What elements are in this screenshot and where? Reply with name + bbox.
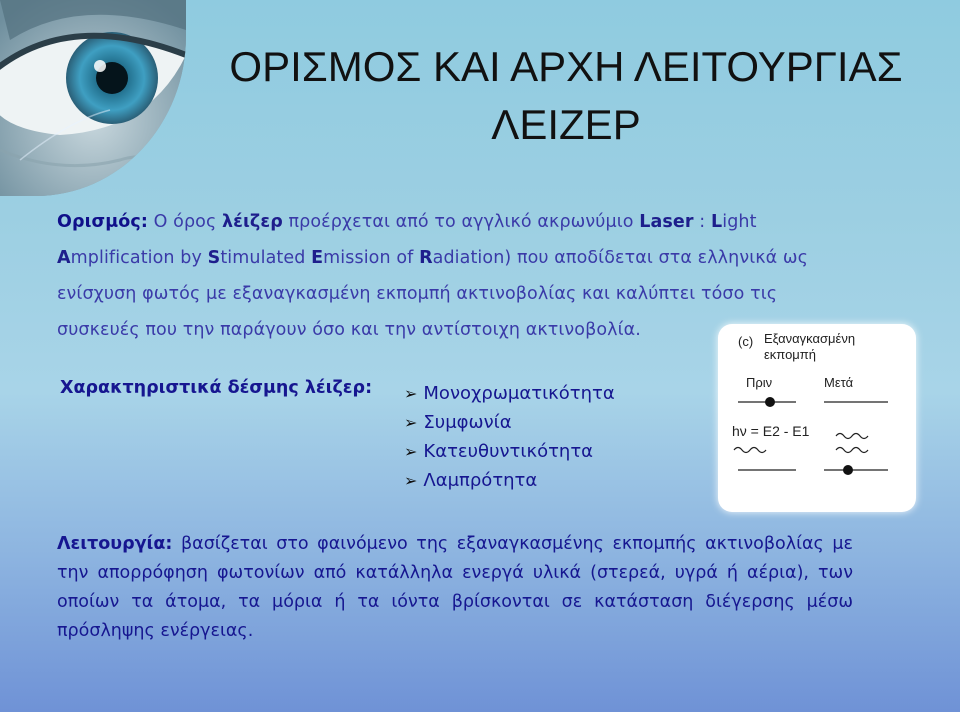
arrow-bullet-icon: ➢ <box>404 442 418 461</box>
term-laser-greek: λέιζερ <box>222 212 283 232</box>
operation-paragraph <box>57 530 853 646</box>
arrow-bullet-icon: ➢ <box>404 384 418 403</box>
stimulated-emission-diagram <box>718 324 916 512</box>
list-item: ➢ Μονοχρωματικότητα <box>404 383 615 404</box>
laser-eye-image <box>0 0 186 196</box>
outgoing-photon-icon <box>836 434 868 439</box>
operation-text: βασίζεται στο φαινόμενο της εξαναγκασμένης εκπομπής ακτινοβολίας με την απορρόφηση φωτονίων από κατάλληλα ενεργά υλικά (στερεά, υγρά ή αέρια), των οποίων τα άτομα, τα μόρια ή τα ιόντα βρίσκονται σε κατάσταση διέγερσης μέσω πρόσληψης ενέργειας. <box>57 534 853 641</box>
diagram-title-line-1: Εξαναγκασμένη <box>764 331 856 346</box>
diagram-after-label: Μετά <box>824 375 854 390</box>
features-label: Χαρακτηριστικά δέσμης λέιζερ: <box>60 378 373 398</box>
title-line-1: ΟΡΙΣΜΟΣ ΚΑΙ ΑΡΧΗ ΛΕΙΤΟΥΡΓΙΑΣ <box>229 43 903 90</box>
term-laser: Laser <box>639 212 694 232</box>
definition-paragraph: Ορισμός: Ο όρος λέιζερ προέρχεται από το αγγλικό ακρωνύμιο Laser : Light Amplification by Stimulated Emission of Radiation) που αποδίδεται στα ελληνικά ως ενίσχυση φωτός με εξαναγκασμένη εκπομπή ακτινοβολίας και καλύπτει τόσο τις συσκευές που την παράγουν όσο και την αντίστοιχη ακτινοβολία. <box>57 212 809 340</box>
electron-before <box>765 397 775 407</box>
page-title <box>186 38 946 154</box>
features-list <box>404 379 615 495</box>
outgoing-photon-icon <box>836 448 868 453</box>
electron-after <box>843 465 853 475</box>
title-line-2: ΛΕΙΖΕΡ <box>491 101 641 148</box>
diagram-before-label: Πριν <box>746 375 773 390</box>
list-item: ➢ Κατευθυντικότητα <box>404 441 594 462</box>
diagram-tag: (c) <box>738 334 754 349</box>
definition-label: Ορισμός: <box>57 212 148 232</box>
arrow-bullet-icon: ➢ <box>404 413 418 432</box>
list-item: ➢ Λαμπρότητα <box>404 470 538 491</box>
list-item: ➢ Συμφωνία <box>404 412 512 433</box>
energy-formula: hν = E2 - E1 <box>732 423 810 439</box>
diagram-title-line-2: εκπομπή <box>764 347 816 362</box>
incoming-photon-icon <box>734 448 766 453</box>
operation-label: Λειτουργία: <box>57 534 173 554</box>
arrow-bullet-icon: ➢ <box>404 471 418 490</box>
